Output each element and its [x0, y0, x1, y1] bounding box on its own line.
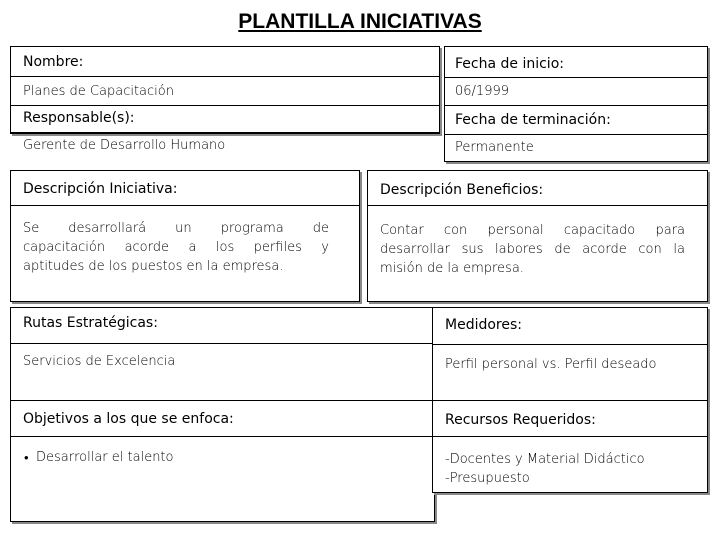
fecha-inicio-label: Fecha de inicio:: [455, 56, 564, 72]
objetivos-label: Objetivos a los que se enfoca:: [23, 411, 234, 427]
recursos-divider: [432, 436, 708, 437]
fecha-inicio-divider: [444, 77, 708, 78]
responsable-divider-top: [10, 105, 440, 106]
descripcion-beneficios-line-1: Contar con personal capacitado para: [380, 223, 685, 238]
recursos-label: Recursos Requeridos:: [445, 412, 596, 428]
descripcion-beneficios-line-3: misión de la empresa.: [380, 261, 524, 276]
fecha-inicio-value: 06/1999: [455, 84, 510, 99]
descripcion-beneficios-divider: [367, 205, 708, 206]
rutas-divider: [10, 343, 435, 344]
page-title: PLANTILLA INICIATIVAS: [238, 10, 482, 33]
objetivos-bullet: •: [24, 451, 29, 466]
descripcion-iniciativa-divider: [10, 205, 360, 206]
objetivos-divider: [10, 436, 435, 437]
objetivos-divider-top: [10, 400, 435, 401]
descripcion-iniciativa-label: Descripción Iniciativa:: [23, 181, 178, 197]
descripcion-iniciativa-line-3: aptitudes de los puestos en la empresa.: [23, 259, 284, 274]
medidores-divider: [432, 344, 708, 345]
responsable-value: Gerente de Desarrollo Humano: [23, 138, 226, 153]
descripcion-beneficios-label: Descripción Beneficios:: [380, 182, 544, 198]
recursos-line-1: -Docentes y Material Didáctico: [445, 452, 645, 467]
fecha-terminacion-divider: [444, 134, 708, 135]
recursos-line-2: -Presupuesto: [445, 471, 530, 486]
medidores-label: Medidores:: [445, 317, 522, 333]
nombre-divider: [10, 76, 440, 77]
medidores-value: Perfil personal vs. Perfil deseado: [445, 357, 657, 372]
descripcion-beneficios-line-2: desarrollar sus labores de acorde con la: [380, 242, 685, 257]
descripcion-iniciativa-line-2: capacitación acorde a los perfiles y: [23, 240, 329, 255]
nombre-label: Nombre:: [23, 54, 84, 70]
objetivos-value: Desarrollar el talento: [36, 450, 174, 465]
fecha-terminacion-label: Fecha de terminación:: [455, 112, 611, 128]
recursos-divider-top: [432, 400, 708, 401]
rutas-value: Servicios de Excelencia: [23, 354, 176, 369]
descripcion-iniciativa-line-1: Se desarrollará un programa de: [23, 221, 329, 236]
rutas-label: Rutas Estratégicas:: [23, 315, 158, 331]
responsable-label: Responsable(s):: [23, 110, 135, 126]
fecha-terminacion-divider-top: [444, 105, 708, 106]
nombre-value: Planes de Capacitación: [23, 84, 174, 99]
fecha-terminacion-value: Permanente: [455, 140, 534, 155]
responsable-divider: [10, 132, 440, 133]
